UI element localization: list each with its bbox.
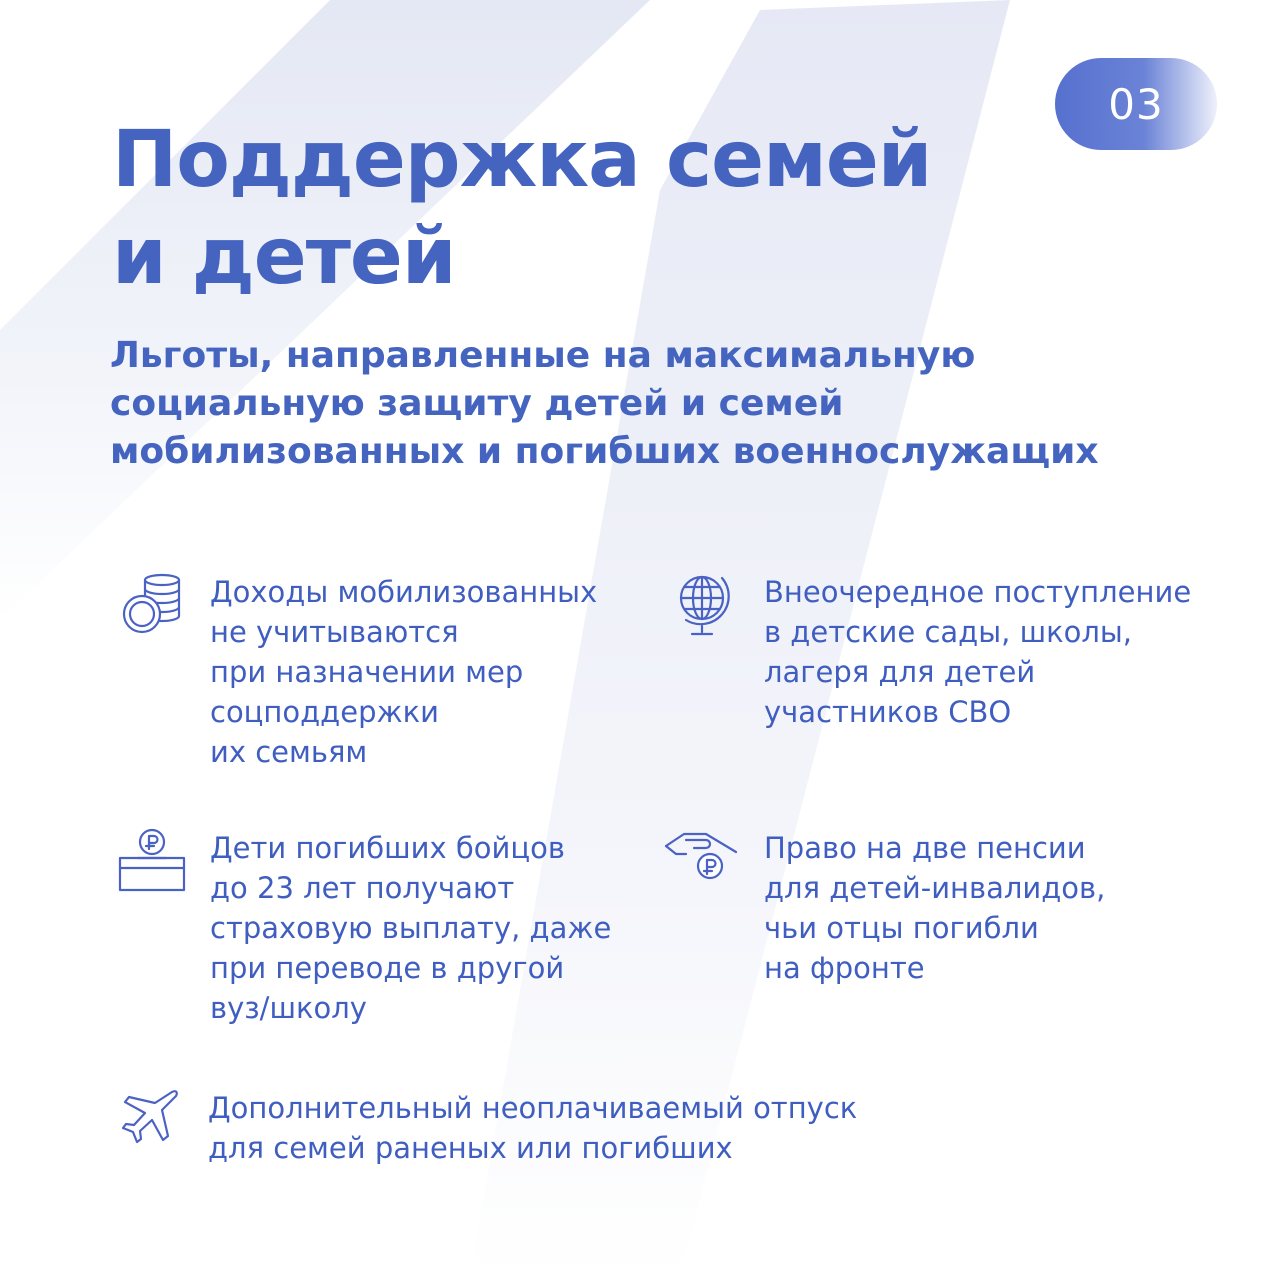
benefit-text-line: страховую выплату, даже <box>210 911 612 945</box>
benefit-text-line: соцподдержки <box>210 695 439 729</box>
benefit-item-insurance <box>116 826 656 1036</box>
page-subtitle-line: Льготы, направленные на максимальную <box>110 335 976 376</box>
benefit-text-line: Дети погибших бойцов <box>210 831 565 865</box>
benefit-text-line: при назначении мер <box>210 655 524 689</box>
benefit-item-leave <box>122 1086 922 1176</box>
benefit-item-admission <box>672 570 1232 740</box>
benefit-text-line: для детей-инвалидов, <box>764 871 1106 905</box>
benefit-text-line: Право на две пенсии <box>764 831 1086 865</box>
hand-ruble-coin-icon <box>664 826 740 890</box>
benefit-text-line: участников СВО <box>764 695 1012 729</box>
benefit-text-line: чьи отцы погибли <box>764 911 1039 945</box>
benefit-text-line: Внеочередное поступление <box>764 575 1192 609</box>
benefit-text-line: на фронте <box>764 951 925 985</box>
benefit-text-line: до 23 лет получают <box>210 871 515 905</box>
benefit-text-line: в детские сады, школы, <box>764 615 1133 649</box>
page-number-badge: 03 <box>1055 58 1217 150</box>
benefit-text-line: не учитываются <box>210 615 459 649</box>
page-title-line: и детей <box>112 212 456 302</box>
ruble-box-icon <box>116 826 188 896</box>
benefit-text-line: вуз/школу <box>210 991 367 1025</box>
benefit-text-line: их семьям <box>210 735 368 769</box>
page-title <box>112 112 931 306</box>
globe-icon <box>672 570 736 640</box>
airplane-icon <box>122 1086 182 1146</box>
benefit-text-line: для семей раненых или погибших <box>208 1131 733 1165</box>
page-subtitle <box>110 332 1099 476</box>
benefit-text-line: Доходы мобилизованных <box>210 575 598 609</box>
benefit-text-line: лагеря для детей <box>764 655 1036 689</box>
coins-icon <box>118 570 188 640</box>
benefit-text-line: Дополнительный неоплачиваемый отпуск <box>208 1091 858 1125</box>
benefit-text-line: при переводе в другой <box>210 951 565 985</box>
benefit-item-pensions <box>664 826 1184 996</box>
page-title-line: Поддержка семей <box>112 115 932 205</box>
page-subtitle-line: социальную защиту детей и семей <box>110 383 844 424</box>
benefit-item-income <box>118 570 638 780</box>
page-subtitle-line: мобилизованных и погибших военнослужащих <box>110 431 1099 472</box>
